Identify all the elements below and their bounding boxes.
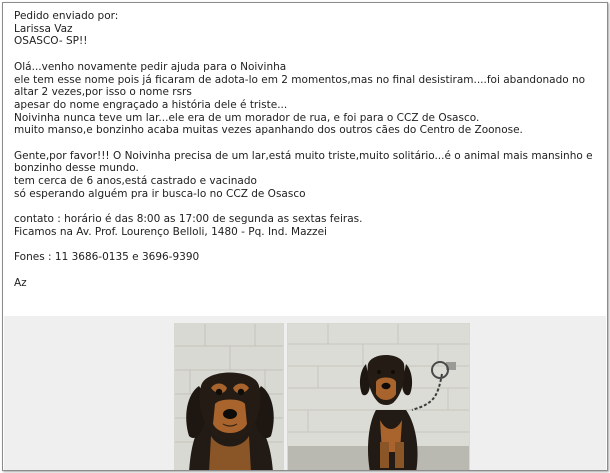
photo-band [4, 316, 606, 470]
text-line: muito manso,e bonzinho acaba muitas vezes apanhando dos outros cães do Centro de Zoonose. [14, 124, 523, 137]
text-line: Gente,por favor!!! O Noivinha precisa de um lar,está muito triste,muito solitário...é o animal mais mansinho e bonzinho desse mundo. [14, 149, 593, 175]
text-line: Noivinha nunca teve um lar...ele era de um morador de rua, e foi para o CCZ de Osasco. [14, 111, 480, 124]
text-line: só esperando alguém pra ir busca-lo no CCZ de Osasco [14, 187, 306, 200]
text-line: tem cerca de 6 anos,está castrado e vacinado [14, 175, 257, 188]
sender-name: Larissa Vaz [14, 22, 73, 35]
dog-closeup-photo [174, 323, 284, 471]
text-line: Olá...venho novamente pedir ajuda para o Noivinha [14, 60, 287, 73]
header-line: Pedido enviado por: [14, 10, 119, 22]
text-line: ele tem esse nome pois já ficaram de adota-lo em 2 momentos,mas no final desistiram....foi abandonado no altar 2 vezes,por isso o nome rsrs [14, 73, 586, 99]
email-frame [2, 2, 608, 471]
signature: Az [14, 276, 27, 289]
email-body [14, 10, 599, 289]
phone-numbers: Fones : 11 3686-0135 e 3696-9390 [14, 251, 200, 264]
sender-location: OSASCO- SP!! [14, 35, 88, 48]
contact-address: Ficamos na Av. Prof. Lourenço Belloli, 1480 - Pq. Ind. Mazzei [14, 225, 327, 238]
text-line: apesar do nome engraçado a história dele é triste... [14, 98, 288, 111]
contact-hours: contato : horário é das 8:00 as 17:00 de segunda as sextas feiras. [14, 213, 363, 226]
dog-sitting-chained-photo [287, 323, 470, 471]
